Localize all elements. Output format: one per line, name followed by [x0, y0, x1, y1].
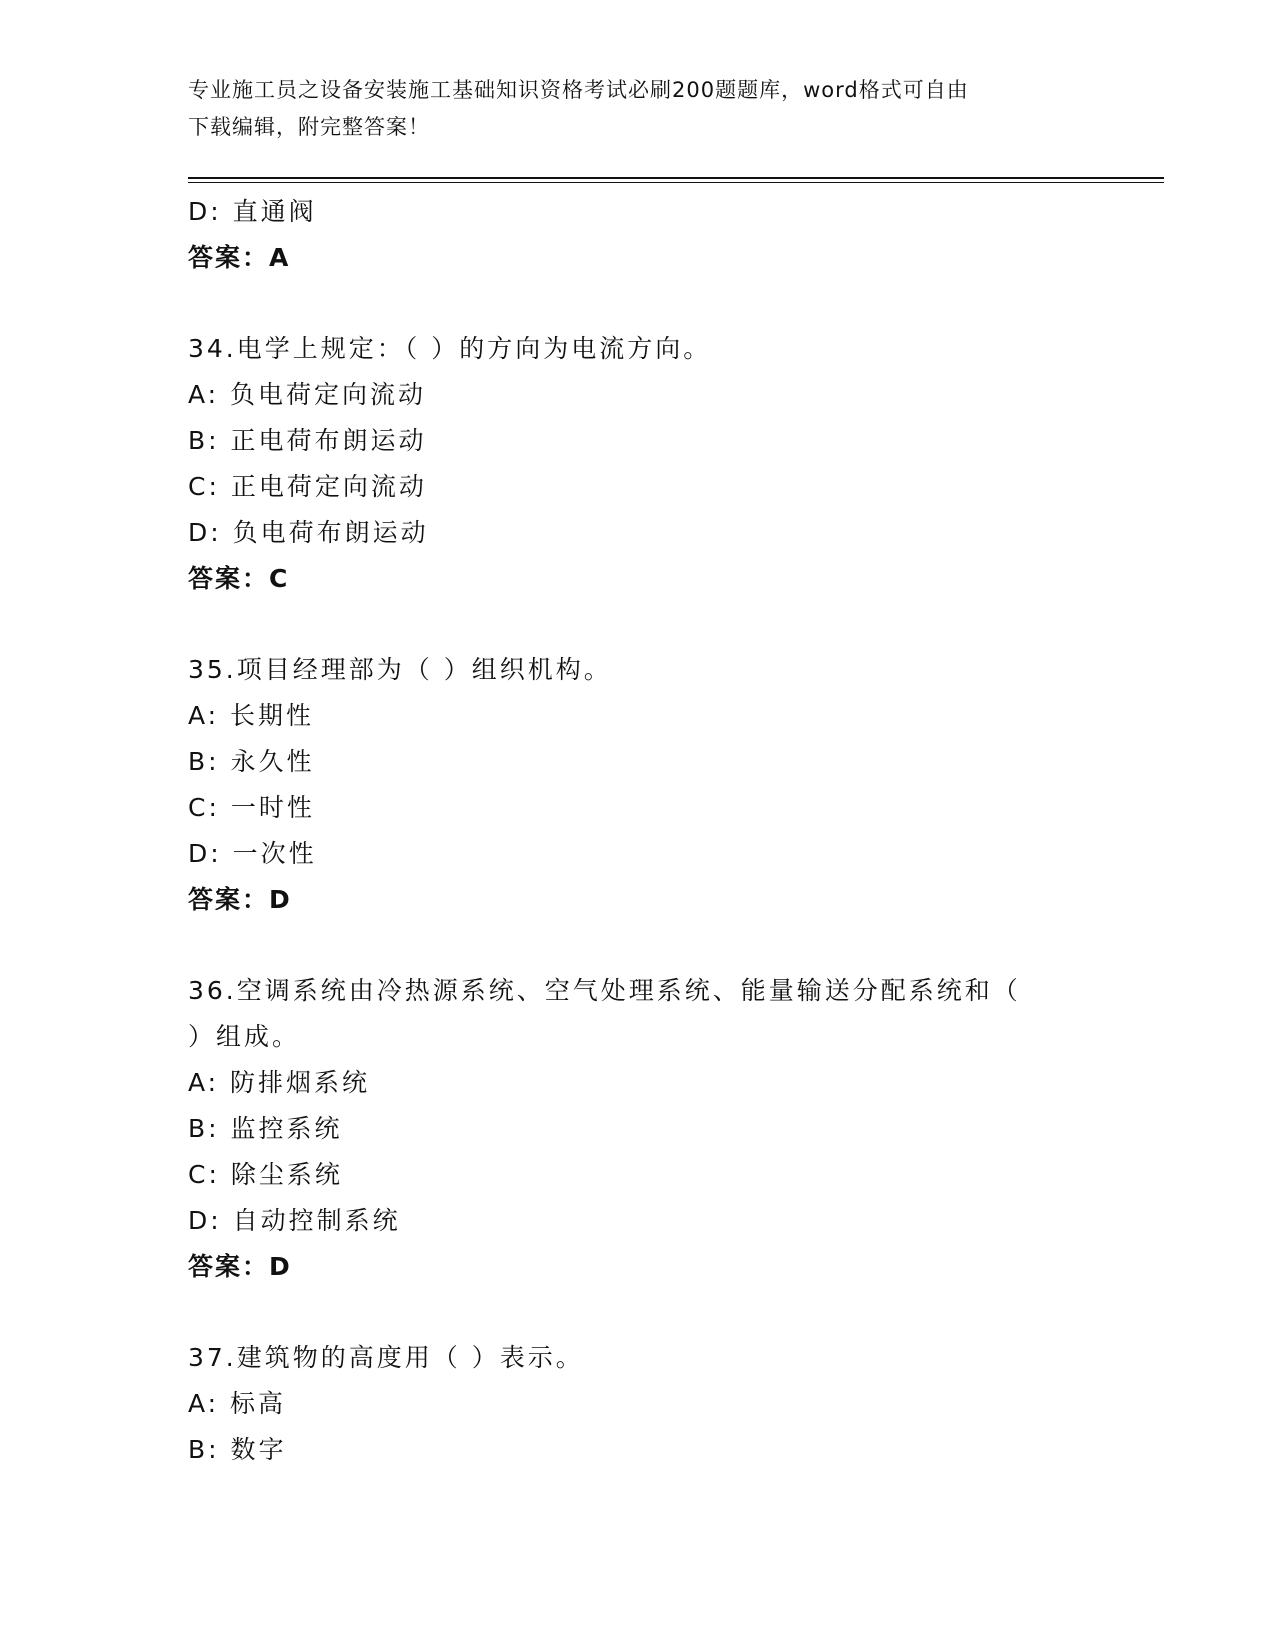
option-d: D: 直通阀: [188, 197, 317, 226]
option-c: C: 正电荷定向流动: [188, 472, 427, 501]
option-b: B: 永久性: [188, 747, 315, 776]
question-34: [188, 326, 1068, 602]
question-stem-line-2: ）组成。: [188, 1022, 301, 1051]
question-stem: 35.项目经理部为（ ）组织机构。: [188, 655, 612, 684]
answer-line: 答案：C: [188, 564, 290, 593]
spacer: [188, 281, 1068, 326]
question-37: [188, 1335, 1068, 1473]
previous-question-tail: [188, 189, 1068, 281]
option-b: B: 监控系统: [188, 1114, 343, 1143]
document-header: [188, 72, 1088, 146]
question-36: [188, 968, 1068, 1290]
option-b: B: 数字: [188, 1435, 287, 1464]
header-title-line-2: 下载编辑，附完整答案！: [188, 115, 430, 139]
option-c: C: 一时性: [188, 793, 315, 822]
option-d: D: 一次性: [188, 839, 317, 868]
header-title-line-1: 专业施工员之设备安装施工基础知识资格考试必刷200题题库，word格式可自由: [188, 78, 969, 102]
spacer: [188, 923, 1068, 968]
header-divider-thick: [188, 177, 1164, 179]
header-divider-thin: [188, 182, 1164, 183]
question-stem: 34.电学上规定：（ ）的方向为电流方向。: [188, 334, 712, 363]
question-35: [188, 647, 1068, 923]
option-d: D: 自动控制系统: [188, 1206, 401, 1235]
spacer: [188, 1290, 1068, 1335]
answer-line: 答案：D: [188, 885, 292, 914]
answer-line: 答案：D: [188, 1252, 292, 1281]
option-a: A: 负电荷定向流动: [188, 380, 427, 409]
option-a: A: 长期性: [188, 701, 315, 730]
option-b: B: 正电荷布朗运动: [188, 426, 427, 455]
spacer: [188, 602, 1068, 647]
option-a: A: 标高: [188, 1389, 287, 1418]
question-stem-line-1: 36.空调系统由冷热源系统、空气处理系统、能量输送分配系统和（: [188, 976, 1021, 1005]
answer-line: 答案：A: [188, 243, 291, 272]
option-c: C: 除尘系统: [188, 1160, 343, 1189]
option-a: A: 防排烟系统: [188, 1068, 371, 1097]
question-list: [188, 189, 1068, 1473]
question-stem: 37.建筑物的高度用（ ）表示。: [188, 1343, 584, 1372]
option-d: D: 负电荷布朗运动: [188, 518, 429, 547]
